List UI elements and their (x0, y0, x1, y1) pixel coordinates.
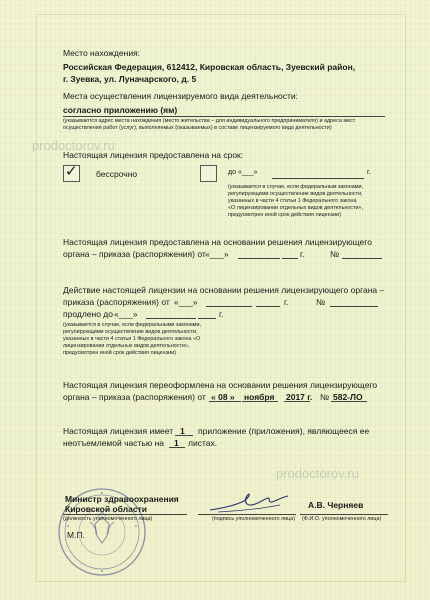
extension-month-underline (206, 306, 252, 307)
term-note-5: предусмотрен иной срок действия лицензии) (228, 212, 341, 218)
extension-year-suffix: г. (284, 297, 289, 307)
handwritten-signature-icon (208, 490, 290, 516)
annexes-line-1-text: Настоящая лицензия имеет (63, 426, 174, 436)
until-date-checkbox (200, 165, 217, 182)
reissue-month: ноября (244, 392, 275, 402)
extension-note-4: лицензировании отдельных видов деятельности», (63, 343, 190, 349)
activity-note-line-1: (указываются адрес места нахождения (место жительства – для индивидуального предпринимателя) и адреса мест (63, 118, 356, 124)
signer-name-underline (300, 514, 388, 515)
activity-places-value: согласно приложению (ям) (63, 105, 178, 115)
annexes-sheets-underline (169, 447, 185, 448)
extension-line-1: Действие настоящей лицензии на основании решения лицензирующего органа – (63, 285, 385, 295)
annexes-line-1-rest: приложение (приложения), являющееся ее (198, 426, 370, 436)
checkmark-icon: ✓ (65, 163, 78, 180)
signer-title-line-2: Кировской области (65, 504, 147, 514)
signer-title-note: (должность уполномоченного лица) (63, 516, 153, 522)
basis-day: «___» (205, 249, 229, 259)
watermark-bottom: prodoctorov.ru (276, 466, 359, 481)
until-date-suffix: г. (367, 169, 371, 176)
extended-until-text: продлено до (63, 309, 113, 319)
extension-note-5: предусмотрен иной срок действия лицензии) (63, 350, 176, 356)
signer-title-underline (63, 514, 187, 515)
term-heading: Настоящая лицензия предоставлена на срок: (63, 150, 244, 160)
term-note-2: регулирующими осуществление видов деятельности, (228, 191, 363, 197)
extended-until-year-suffix: г. (219, 309, 224, 319)
extended-until-month-underline (146, 318, 196, 319)
address-line-1: Российская Федерация, 612412, Кировская область, Зуевский район, (63, 62, 356, 72)
extension-note-1: (указывается в случае, если федеральными законами, (63, 322, 201, 328)
signer-title-line-1: Министр здравоохранения (65, 494, 179, 504)
reissue-year-underline (284, 401, 310, 402)
extension-line-2-text: приказа (распоряжения) от (63, 297, 170, 307)
activity-places-underline (63, 116, 385, 117)
basis-number-label: № (330, 249, 340, 259)
annexes-count: 1 (180, 426, 185, 436)
reissue-number: 582-ЛО (333, 392, 363, 402)
stamp-place-label: М.П. (67, 530, 85, 540)
term-note-1: (указывается в случае, если федеральным законами, (228, 184, 363, 190)
extended-until-year-underline (198, 318, 216, 319)
reissue-number-label: № (320, 392, 330, 402)
term-note-4: «О лицензировании отдельных видов деятельности», (228, 205, 364, 211)
annexes-sheets: 1 (174, 438, 179, 448)
annexes-line-2-rest: листах. (188, 438, 218, 448)
extension-note-3: указанных в части 4 статьи 1 Федерального закона «О (63, 336, 201, 342)
annexes-count-underline (175, 435, 193, 436)
extension-number-underline (330, 306, 378, 307)
annexes-line-2-text: неотъемлемой частью на (63, 438, 164, 448)
reissue-number-underline (331, 401, 367, 402)
reissue-year: 2017 г. (286, 392, 313, 402)
basis-line-2-text: органа – приказа (распоряжения) от (63, 249, 206, 259)
extension-day: «___» (174, 297, 198, 307)
reissue-line-2-text: органа – приказа (распоряжения) от (63, 392, 206, 402)
signer-name-note: (Ф.И.О. уполномоченного лица) (302, 516, 382, 522)
perpetual-label: бессрочно (96, 169, 138, 179)
until-date-underline (272, 178, 364, 179)
term-note-3: указанных в части 4 статьи 1 Федерального закона (228, 198, 357, 204)
basis-line-1: Настоящая лицензия предоставлена на основании решения лицензирующего (63, 237, 372, 247)
signature-underline (198, 514, 296, 515)
activity-note-line-2: осуществления работ (услуг), выполняемых (оказываемых) в составе лицензируемого вида деятельности) (63, 125, 332, 131)
location-label: Место нахождения: (63, 48, 141, 58)
extension-note-2: регулирующими осуществление видов деятельности, (63, 329, 198, 335)
extended-until-day: «___» (114, 309, 138, 319)
reissue-day-underline (209, 401, 241, 402)
activity-places-label: Места осуществления лицензируемого вида деятельности: (63, 91, 298, 101)
reissue-month-underline (242, 401, 278, 402)
watermark-top: prodoctorov.ru (32, 138, 115, 153)
extension-number-label: № (316, 297, 326, 307)
reissue-day: « 08 » (211, 392, 235, 402)
signature-note: (подпись уполномоченного лица) (212, 516, 296, 522)
basis-number-underline (342, 258, 382, 259)
basis-year-suffix: г. (300, 249, 305, 259)
signer-name: А.В. Черняев (308, 500, 364, 510)
basis-month-underline (238, 258, 280, 259)
until-date-prefix: до «___» (228, 169, 258, 176)
address-line-2: г. Зуевка, ул. Луначарского, д. 5 (63, 74, 197, 84)
reissue-line-1: Настоящая лицензия переоформлена на основании решения лицензирующего (63, 380, 378, 390)
basis-year-underline (282, 258, 298, 259)
extension-year-underline (256, 306, 280, 307)
